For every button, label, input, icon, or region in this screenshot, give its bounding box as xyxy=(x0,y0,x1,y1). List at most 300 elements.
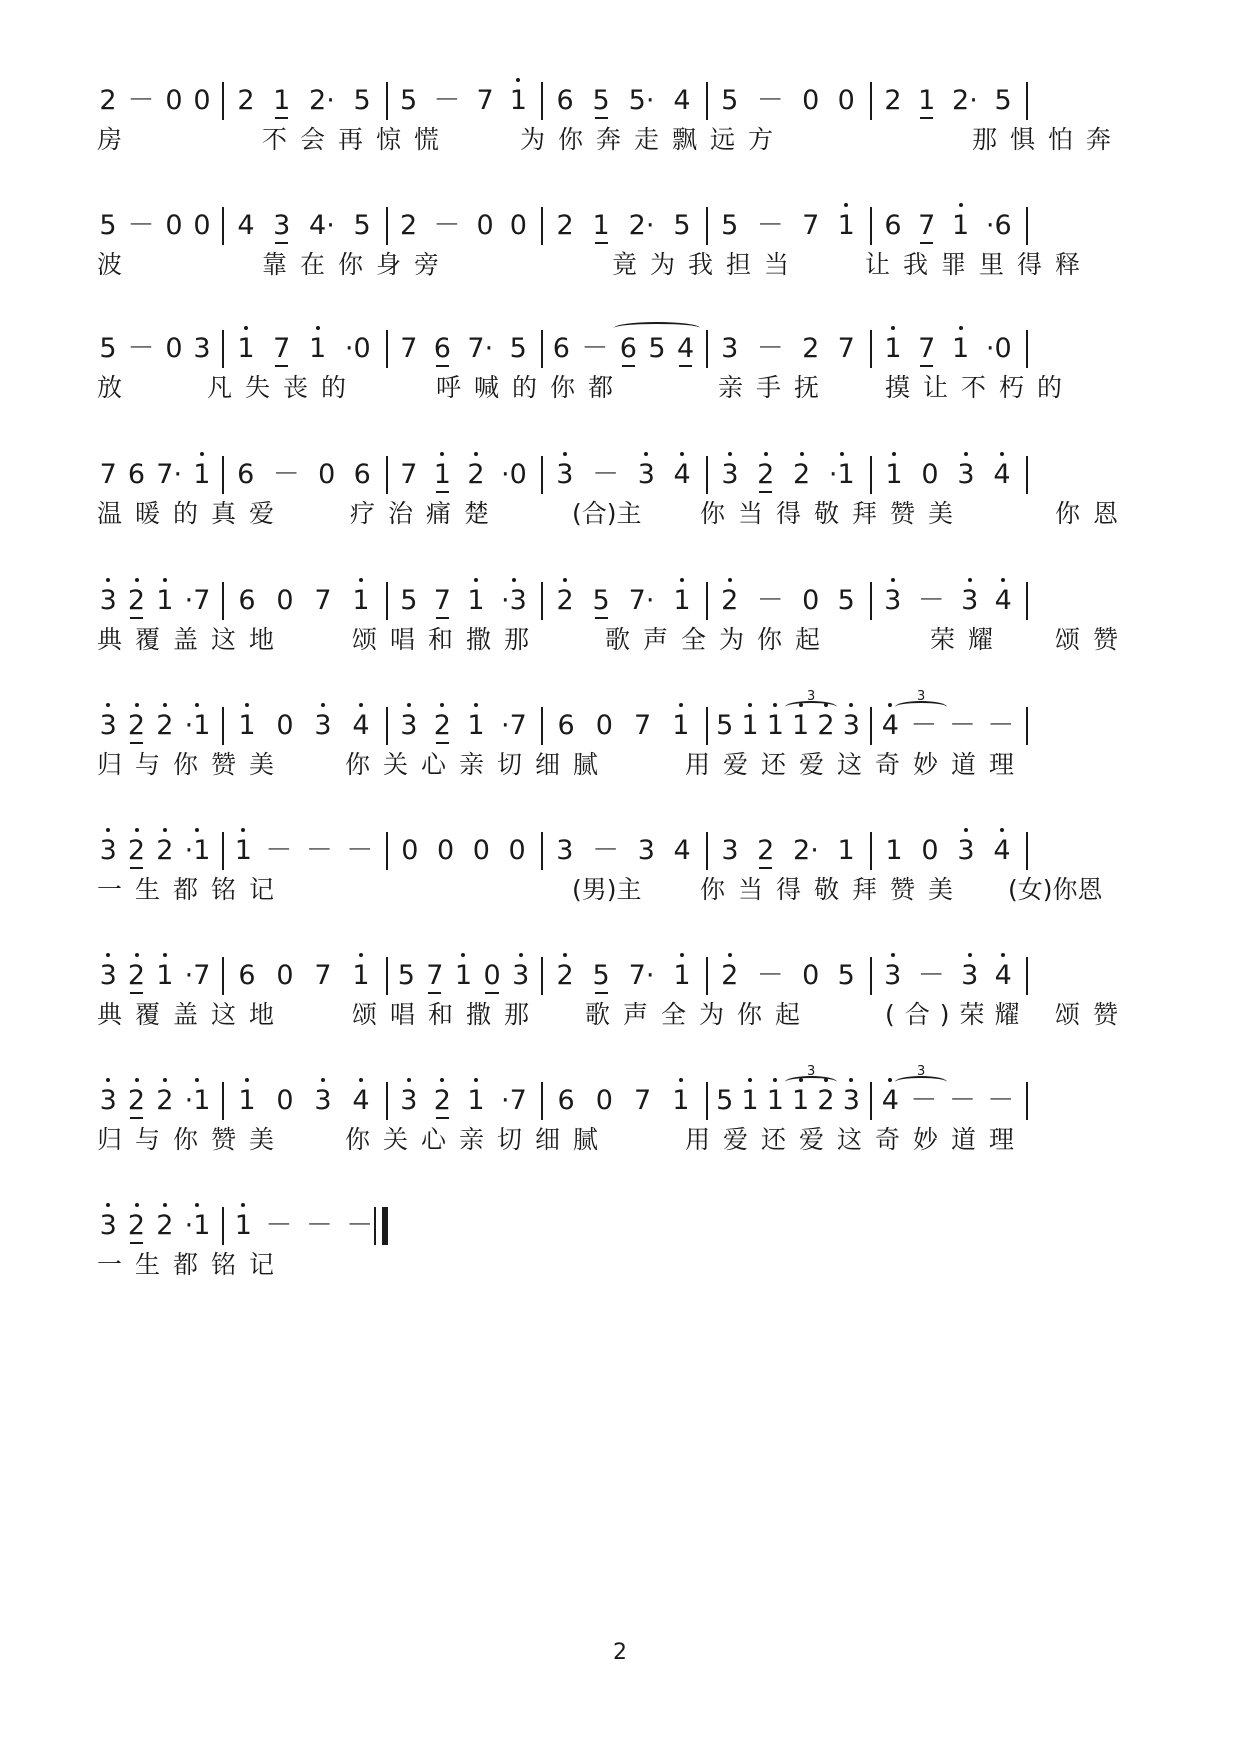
barline xyxy=(870,330,872,368)
note: 6 xyxy=(552,333,570,364)
note: 6 xyxy=(353,459,371,490)
note: 2 xyxy=(884,85,902,116)
note: 5 xyxy=(994,85,1012,116)
lyrics-line xyxy=(0,870,1240,910)
triplet-number: 3 xyxy=(917,689,926,704)
barline xyxy=(1026,456,1028,494)
score-system xyxy=(0,689,1240,813)
note: 6 xyxy=(237,459,255,490)
note: 0 xyxy=(595,710,613,741)
octave-dot xyxy=(748,703,752,707)
lyric-text: 颂唱和撒那 xyxy=(352,1000,543,1029)
octave-dot xyxy=(644,452,648,456)
barline xyxy=(374,1207,376,1245)
note: 0 xyxy=(276,710,294,741)
note: 4 xyxy=(677,326,694,372)
octave-dot xyxy=(244,326,248,330)
octave-dot xyxy=(245,1078,249,1082)
octave-dot xyxy=(163,1203,167,1207)
note: 0 xyxy=(802,85,820,116)
note: 0 xyxy=(476,210,494,241)
note: 3 xyxy=(100,578,117,624)
note: 4· xyxy=(309,210,335,241)
measure xyxy=(547,1078,700,1124)
note: 5 xyxy=(716,710,734,741)
octave-dot xyxy=(135,703,139,707)
note: 0 xyxy=(483,953,500,999)
note: － xyxy=(305,1210,333,1241)
note: 1 xyxy=(741,703,758,749)
note: ·0 xyxy=(344,333,371,364)
note: － xyxy=(910,710,938,741)
note: 7 xyxy=(918,326,935,372)
note: 1 xyxy=(467,578,484,624)
octave-dot xyxy=(461,953,465,957)
note: 0 xyxy=(508,835,526,866)
notes-line xyxy=(0,689,1240,749)
notes-line xyxy=(0,203,1240,249)
measure xyxy=(94,578,216,624)
octave-dot xyxy=(773,703,777,707)
slur xyxy=(614,322,700,334)
note: － xyxy=(346,835,374,866)
barline xyxy=(222,1082,224,1120)
note: 3 xyxy=(638,452,655,498)
barline xyxy=(541,582,543,620)
octave-dot xyxy=(195,1203,199,1207)
barline xyxy=(870,832,872,870)
octave-dot xyxy=(563,452,567,456)
note: 3 xyxy=(637,835,655,866)
measure xyxy=(94,703,216,749)
barline xyxy=(1026,957,1028,995)
octave-dot xyxy=(891,326,895,330)
lyric-text: 你关心亲切细腻 xyxy=(345,750,612,779)
note: 5 xyxy=(837,960,855,991)
note: 1 xyxy=(455,953,472,999)
lyric-text: 歌声全为你起 xyxy=(605,625,834,654)
note: 2 xyxy=(156,828,173,874)
measure xyxy=(94,452,216,498)
note: ·1 xyxy=(185,1078,211,1124)
note: ·7 xyxy=(500,1085,527,1116)
note: 2 xyxy=(128,953,145,999)
lyric-text: 疗治痛楚 xyxy=(350,499,503,528)
note: 1 xyxy=(952,203,969,249)
measure xyxy=(228,703,380,749)
octave-dot xyxy=(773,1078,777,1082)
octave-dot xyxy=(964,452,968,456)
note: 5· xyxy=(628,85,655,116)
note: 5 xyxy=(397,960,415,991)
note: 2 xyxy=(128,578,145,624)
note: 1 xyxy=(510,78,527,124)
note: 3 xyxy=(400,1078,417,1124)
lyric-text: 放 xyxy=(97,373,123,402)
note: － xyxy=(272,459,300,490)
note: 4 xyxy=(674,452,691,498)
note: 2 xyxy=(237,85,255,116)
note: － xyxy=(346,1210,374,1241)
octave-dot xyxy=(968,578,972,582)
measure xyxy=(94,828,216,874)
octave-dot xyxy=(106,578,110,582)
note: 2 xyxy=(99,85,117,116)
note: － xyxy=(756,85,784,116)
barline xyxy=(706,207,708,245)
note: ·7 xyxy=(500,710,527,741)
notes-line xyxy=(0,953,1240,999)
note: － xyxy=(756,210,784,241)
note: 5 xyxy=(509,333,527,364)
note: 6 xyxy=(556,85,574,116)
barline xyxy=(1026,82,1028,120)
lyric-text: 竟为我担当 xyxy=(612,250,803,279)
barline xyxy=(386,1082,388,1120)
barline xyxy=(222,582,224,620)
measure xyxy=(94,1078,216,1124)
octave-dot xyxy=(106,1078,110,1082)
measure xyxy=(94,203,216,249)
note: 1 xyxy=(156,578,173,624)
barline xyxy=(706,707,708,745)
barline xyxy=(1026,582,1028,620)
lyric-text: (合)荣耀 xyxy=(885,1000,1030,1029)
octave-dot xyxy=(512,578,516,582)
barline xyxy=(222,456,224,494)
note: 0 xyxy=(437,835,455,866)
measure xyxy=(94,953,216,999)
octave-dot xyxy=(106,828,110,832)
note: 7 xyxy=(476,85,494,116)
lyric-text: 那惧怕奔 xyxy=(972,125,1125,154)
octave-dot xyxy=(1001,578,1005,582)
note: 5 xyxy=(837,585,855,616)
octave-dot xyxy=(680,452,684,456)
note: 0 xyxy=(193,85,211,116)
barline xyxy=(222,207,224,245)
barline xyxy=(541,330,543,368)
note: 7 xyxy=(426,953,443,999)
note: 2 xyxy=(434,703,451,749)
note: － xyxy=(756,960,784,991)
note: 7· xyxy=(467,333,494,364)
note: 2· xyxy=(628,210,655,241)
note: 7 xyxy=(837,333,855,364)
note: 6 xyxy=(238,960,256,991)
note: 0 xyxy=(802,585,820,616)
note: 7 xyxy=(434,578,451,624)
note: 0 xyxy=(276,960,294,991)
octave-dot xyxy=(563,578,567,582)
measure xyxy=(876,828,1020,874)
note: 4 xyxy=(352,703,369,749)
note: 6 xyxy=(557,710,575,741)
octave-dot xyxy=(241,1203,245,1207)
note: 3 xyxy=(556,452,573,498)
note: 3 xyxy=(400,703,417,749)
note: － xyxy=(127,85,155,116)
barline xyxy=(1026,330,1028,368)
note: 1 xyxy=(767,703,784,749)
note: 4 xyxy=(882,703,899,749)
note: － xyxy=(756,585,784,616)
note: 5 xyxy=(716,1085,734,1116)
note: － xyxy=(756,333,784,364)
measure xyxy=(228,326,380,372)
note: ·3 xyxy=(501,578,527,624)
note: 0 xyxy=(401,835,419,866)
measure xyxy=(712,828,864,874)
measure xyxy=(228,953,380,999)
note: 3 xyxy=(884,953,901,999)
note: － xyxy=(910,1085,938,1116)
note: 1 xyxy=(434,452,451,498)
octave-dot xyxy=(891,578,895,582)
note: 0 xyxy=(921,459,939,490)
note: 0 xyxy=(802,960,820,991)
note: 3 xyxy=(961,953,978,999)
note: 1 xyxy=(918,78,935,124)
triplet-number: 3 xyxy=(807,1064,816,1079)
score-system xyxy=(0,203,1240,313)
measure xyxy=(94,1203,216,1249)
note: 3 xyxy=(961,578,978,624)
note: － xyxy=(127,333,155,364)
note: 2· xyxy=(952,85,978,116)
measure xyxy=(228,78,380,124)
note: 1 xyxy=(467,1078,484,1124)
octave-dot xyxy=(680,578,684,582)
note: 0 xyxy=(165,210,183,241)
note: 7 xyxy=(99,459,117,490)
octave-dot xyxy=(440,1078,444,1082)
note: 6 xyxy=(884,210,902,241)
note: － xyxy=(948,1085,976,1116)
measure xyxy=(392,452,535,498)
note: 7 xyxy=(918,203,935,249)
note: 3 xyxy=(556,835,574,866)
octave-dot xyxy=(748,1078,752,1082)
octave-dot xyxy=(195,703,199,707)
note: 2 xyxy=(128,828,145,874)
note: 5 xyxy=(593,578,610,624)
note: 1 xyxy=(672,1078,689,1124)
lyric-text: 你恩 xyxy=(1055,499,1132,528)
note: 2 xyxy=(721,578,738,624)
octave-dot xyxy=(195,828,199,832)
barline xyxy=(870,1082,872,1120)
octave-dot xyxy=(163,578,167,582)
octave-dot xyxy=(163,828,167,832)
barline xyxy=(541,957,543,995)
note: 7 xyxy=(802,210,820,241)
lyric-text: 典覆盖这地 xyxy=(97,1000,288,1029)
lyric-text: 一生都铭记 xyxy=(97,1250,288,1279)
measure xyxy=(392,1078,535,1124)
measure xyxy=(392,703,535,749)
lyrics-line xyxy=(0,494,1240,534)
note: ·1 xyxy=(829,452,855,498)
lyric-text: 典覆盖这地 xyxy=(97,625,288,654)
notes-line xyxy=(0,78,1240,124)
octave-dot xyxy=(135,578,139,582)
note: 5 xyxy=(99,210,117,241)
note: 3 xyxy=(721,333,739,364)
note: ·0 xyxy=(985,333,1012,364)
score-system xyxy=(0,578,1240,688)
note: 3 xyxy=(314,1078,331,1124)
note: 3 xyxy=(957,828,974,874)
measure xyxy=(712,203,864,249)
barline xyxy=(1026,707,1028,745)
note: 1 xyxy=(593,203,610,249)
notes-line xyxy=(0,1203,1240,1249)
barline xyxy=(541,82,543,120)
note: 4 xyxy=(882,1078,899,1124)
barline xyxy=(222,82,224,120)
barline xyxy=(541,707,543,745)
lyric-text: 凡失丧的 xyxy=(207,373,360,402)
octave-dot xyxy=(728,953,732,957)
note: ·6 xyxy=(985,210,1012,241)
note: 7 xyxy=(400,333,418,364)
note: 1 xyxy=(235,1203,252,1249)
lyrics-line xyxy=(0,745,1240,785)
lyric-text: 亲手抚 xyxy=(718,373,833,402)
note: 3 xyxy=(884,578,901,624)
octave-dot xyxy=(728,452,732,456)
triplet-number: 3 xyxy=(807,689,816,704)
barline xyxy=(870,582,872,620)
note: 5 xyxy=(400,85,418,116)
octave-dot xyxy=(407,1078,411,1082)
measure xyxy=(876,78,1020,124)
barline xyxy=(541,456,543,494)
note: 2 xyxy=(128,1078,145,1124)
note: 1 xyxy=(156,953,173,999)
note: 3 xyxy=(100,828,117,874)
octave-dot xyxy=(849,703,853,707)
barline xyxy=(541,207,543,245)
lyric-text: 让我罪里得释 xyxy=(865,250,1094,279)
measure xyxy=(392,78,535,124)
notes-line xyxy=(0,578,1240,624)
octave-dot xyxy=(241,828,245,832)
octave-dot xyxy=(519,953,523,957)
note: 1 xyxy=(673,953,690,999)
final-barline xyxy=(382,1207,388,1245)
note: － xyxy=(987,1085,1015,1116)
note: 3 xyxy=(314,703,331,749)
score-system xyxy=(0,828,1240,938)
note: 0 xyxy=(921,835,939,866)
notes-line xyxy=(0,326,1240,372)
lyric-text: 归与你赞美 xyxy=(97,750,288,779)
octave-dot xyxy=(195,1078,199,1082)
lyric-text: 归与你赞美 xyxy=(97,1125,288,1154)
note: 3 xyxy=(100,703,117,749)
note: 4 xyxy=(993,452,1010,498)
note: － xyxy=(265,1210,293,1241)
octave-dot xyxy=(163,703,167,707)
note: 2 xyxy=(156,1078,173,1124)
lyric-text: 用爱还爱这奇妙道理 xyxy=(685,750,1028,779)
octave-dot xyxy=(200,452,204,456)
note: 5 xyxy=(648,333,666,364)
measure xyxy=(876,452,1020,498)
lyric-text: 颂赞 xyxy=(1055,625,1132,654)
measure xyxy=(392,578,535,624)
barline xyxy=(1026,832,1028,870)
lyric-text: 温暖的真爱 xyxy=(97,499,288,528)
note: 5 xyxy=(353,85,371,116)
note: 1 xyxy=(838,203,855,249)
note: 7· xyxy=(628,585,655,616)
lyrics-line xyxy=(0,245,1240,285)
note: 3 xyxy=(100,1078,117,1124)
note: 1 xyxy=(792,703,809,749)
octave-dot xyxy=(840,452,844,456)
score-system xyxy=(0,326,1240,436)
barline xyxy=(706,82,708,120)
barline xyxy=(706,957,708,995)
note: 1 xyxy=(741,1078,758,1124)
note: 1 xyxy=(235,828,252,874)
octave-dot xyxy=(106,703,110,707)
note: 0 xyxy=(276,585,294,616)
note: 6 xyxy=(434,326,451,372)
note: － xyxy=(987,710,1015,741)
measure xyxy=(876,578,1020,624)
note: 3 xyxy=(512,953,529,999)
octave-dot xyxy=(844,203,848,207)
barline xyxy=(386,957,388,995)
lyric-text: 呼喊的你都 xyxy=(436,373,627,402)
note: 5 xyxy=(400,585,418,616)
measure xyxy=(876,953,1020,999)
note: － xyxy=(592,835,620,866)
notes-line xyxy=(0,1064,1240,1124)
note: 1 xyxy=(837,835,855,866)
lyric-text: 你当得敬拜赞美 xyxy=(700,499,967,528)
octave-dot xyxy=(563,953,567,957)
lyric-text: (合)主 xyxy=(572,499,642,528)
lyric-text: (男)主 xyxy=(572,875,642,904)
note: 2· xyxy=(309,85,335,116)
note: － xyxy=(917,585,945,616)
octave-dot xyxy=(1000,828,1004,832)
barline xyxy=(706,582,708,620)
note: 5 xyxy=(353,210,371,241)
note: － xyxy=(948,710,976,741)
note: 2 xyxy=(757,452,774,498)
note: 6 xyxy=(620,326,637,372)
note: 4 xyxy=(995,953,1012,999)
note: 7 xyxy=(634,1085,652,1116)
note: － xyxy=(433,210,461,241)
score-system xyxy=(0,953,1240,1063)
note: 1 xyxy=(273,78,290,124)
measure xyxy=(876,203,1020,249)
lyric-text: 颂赞 xyxy=(1055,1000,1132,1029)
octave-dot xyxy=(892,452,896,456)
octave-dot xyxy=(679,1078,683,1082)
lyric-text: 一生都铭记 xyxy=(97,875,288,904)
triplet-number: 3 xyxy=(917,1064,926,1079)
barline xyxy=(386,582,388,620)
lyric-text: 你当得敬拜赞美 xyxy=(700,875,967,904)
